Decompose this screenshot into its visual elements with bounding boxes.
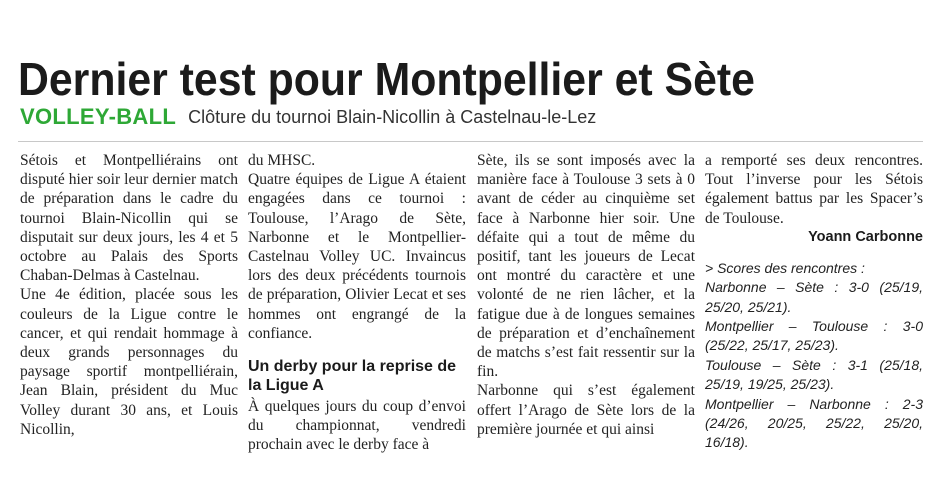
article-subheadline: Clôture du tournoi Blain-Nicollin à Castelnau-le-Lez xyxy=(188,106,597,127)
text-column-3 xyxy=(477,151,695,439)
author-byline: Yoann Carbonne xyxy=(808,228,923,245)
score-line: Toulouse – Sète : 3-1 (25/18, 25/19, 19/25, 25/23). xyxy=(705,356,923,393)
paragraph-narbonne-cont: a remporté ses deux rencontres. Tout l’inverse pour les Sétois également battus par les Spacer’s de Toulouse. xyxy=(705,152,923,227)
score-line: Montpellier – Narbonne : 2-3 (24/26, 20/25, 25/22, 25/20, 16/18). xyxy=(705,395,923,451)
paragraph-narbonne: Narbonne qui s’est également offert l’Arago de Sète lors de la première journée et qui ainsi xyxy=(477,382,695,438)
header-divider xyxy=(18,141,923,142)
paragraph-teams: Quatre équipes de Ligue A étaient engagées dans ce tournoi : Toulouse, l’Arago de Sète, Narbonne et le Montpellier-Castelnau Volley UC. Invaincus lors des deux précédents tournois de préparation, Olivier Lecat et ses hommes ont engrangé de la confiance. xyxy=(248,171,466,342)
score-line: Narbonne – Sète : 3-0 (25/19, 25/20, 25/21). xyxy=(705,279,923,315)
paragraph-derby: À quelques jours du coup d’envoi du championnat, vendredi prochain avec le derby face à xyxy=(248,398,466,454)
paragraph-edition-end: du MHSC. xyxy=(248,152,316,169)
article-headline: Dernier test pour Montpellier et Sète xyxy=(18,52,755,105)
paragraph-intro: Sétois et Montpelliérains ont disputé hier soir leur dernier match de préparation dans le cadre du tournoi Blain-Nicollin qui se disputait sur deux jours, les 4 et 5 octobre au Palais des Sports Chaban-Delmas à Castelnau. xyxy=(20,152,238,285)
paragraph-edition: Une 4e édition, placée sous les couleurs de la Ligue contre le cancer, et qui rendait hommage à deux grands personnages du paysage sportif montpelliérain, Jean Blain, président du Muc Volley durant 30 ans, et Louis Nicollin, xyxy=(20,286,238,438)
section-rubric: VOLLEY-BALL xyxy=(20,104,177,129)
scores-intro: > Scores des rencontres : xyxy=(705,259,865,276)
scores-box xyxy=(705,259,923,453)
paragraph-derby-cont: Sète, ils se sont imposés avec la manière face à Toulouse 3 sets à 0 avant de céder au cinquième set face à Narbonne hier soir. Une défaite qui a tout de même du positif, tant les joueurs de Lecat ont montré du caractère et une volonté de ne rien lâcher, et la fatigue due à de longues semaines de préparation et d’enchaînement de matchs s’est fait ressentir sur la fin. xyxy=(477,152,695,381)
article-kicker xyxy=(20,102,596,132)
score-line: Montpellier – Toulouse : 3-0 (25/22, 25/17, 25/23). xyxy=(705,318,923,354)
section-heading: Un derby pour la reprise de la Ligue A xyxy=(248,358,457,395)
text-column-1 xyxy=(20,151,238,439)
text-column-2 xyxy=(248,151,466,455)
text-column-4 xyxy=(705,151,923,453)
